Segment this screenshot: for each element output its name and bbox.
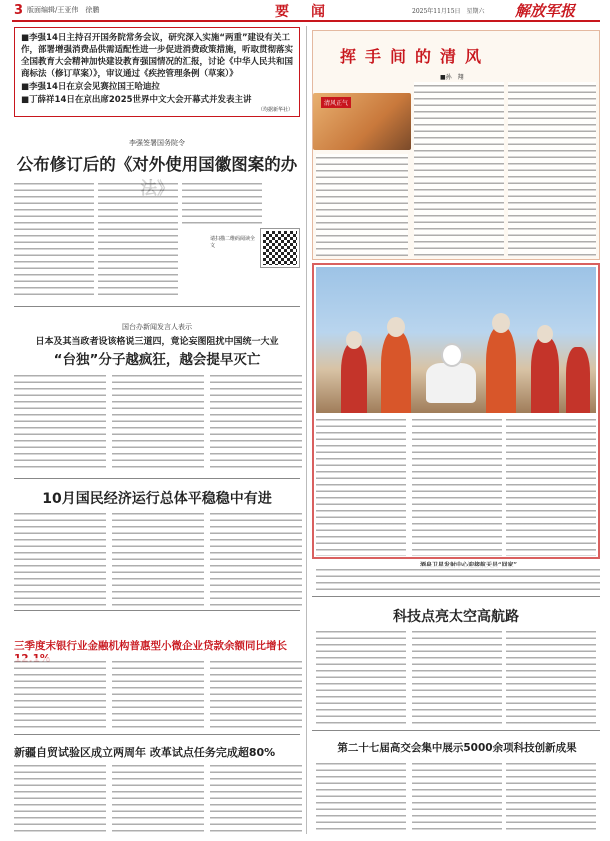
separator: [312, 730, 600, 731]
column-divider: [306, 26, 307, 834]
qr-code-icon: [263, 231, 297, 265]
feature-illustration: [313, 93, 411, 150]
page-header-left: [14, 3, 99, 18]
feature-body-col1: [316, 154, 408, 256]
page-number: 3: [14, 3, 24, 18]
article3-body-col2: [112, 510, 204, 606]
article5-body-col1: [14, 762, 106, 834]
astronaut-photo[interactable]: [316, 267, 596, 413]
article6-body-col1: [316, 628, 406, 726]
news-item: ■丁薛祥14日在京出席2025世界中文大会开幕式并发表主讲: [21, 95, 252, 105]
news-brief-box: [14, 27, 300, 117]
section-title: 要 闻: [275, 4, 329, 20]
article1-title[interactable]: 公布修订后的《对外使用国徽图案的办: [16, 155, 298, 174]
article1-body-col2: [98, 180, 178, 300]
feature-body-col2: [414, 82, 504, 256]
article4-title[interactable]: 三季度末银行业金融机构普惠型小微企业贷款余额同比增长: [14, 640, 287, 652]
separator: [14, 734, 300, 735]
article2-body-col2: [112, 372, 204, 472]
news-source: （均据新华社）: [257, 107, 293, 113]
article5-body-col3: [210, 762, 302, 834]
photo-story-col3: [506, 416, 596, 556]
article7-body-col2: [412, 760, 502, 834]
photo-tag: 清风正气: [321, 97, 351, 108]
qr-caption: 请扫描二维码阅读全文: [210, 236, 256, 249]
issue-date: 2025年11月15日 星期六: [412, 8, 485, 15]
news-item: ■李强14日主持召开国务院常务会议，研究深入实施“两重”建设有关工作，部署增强消费品供需适配性进一步促进消费政策措施，听取贯彻落实全国教育大会精神加快建设教育强国情况的汇报，讨论《中华人民共和国商标法（修订草案）》，审议通过《疾控管理条例（草案）》: [21, 33, 294, 79]
article3-title[interactable]: 10月国民经济运行总体平稳稳中有进: [42, 491, 272, 507]
article2-title-line1[interactable]: 日本及其当政者设该格说三道四，竟论妄图阻扰中国统一大业: [35, 337, 279, 347]
article3-body-col1: [14, 510, 106, 606]
article2-body-col3: [210, 372, 302, 472]
article4-body-col2: [112, 658, 204, 728]
article7-title[interactable]: 第二十七届高交会集中展示5000余项科技创新成果: [337, 742, 577, 754]
article5-body-col2: [112, 762, 204, 834]
news-item: ■李强14日在京会见赛拉国王哈迪拉: [21, 82, 160, 92]
article7-body-col1: [316, 760, 406, 834]
article2-kicker: 国台办新闻发言人表示: [122, 323, 192, 331]
article1-body-col3: [182, 180, 262, 225]
article1-body-col1: [14, 180, 94, 300]
article3-body-col3: [210, 510, 302, 606]
photo-story-col2: [412, 416, 502, 556]
editors: 版面编辑/王亚伟 徐鹏: [27, 6, 100, 14]
qr-code-box[interactable]: [260, 228, 300, 268]
article6-title[interactable]: 科技点亮太空高航路: [393, 609, 519, 625]
article5-title[interactable]: 新疆自贸试验区成立两周年 改革试点任务完成超80%: [14, 746, 276, 759]
separator: [14, 306, 300, 307]
article7-body-col3: [506, 760, 596, 834]
feature-title[interactable]: 挥手间的清风: [340, 47, 491, 66]
feature-continued: [316, 566, 600, 590]
article2-title-line2[interactable]: “台独”分子越疯狂，越会提早灭亡: [53, 352, 261, 368]
article6-body-col2: [412, 628, 502, 726]
header-rule: [12, 20, 600, 22]
article4-body-col3: [210, 658, 302, 728]
separator: [14, 478, 300, 479]
article6-body-col3: [506, 628, 596, 726]
photo-story-col1: [316, 416, 406, 556]
feature-author: ■孙 翔: [440, 74, 464, 81]
article2-body-col1: [14, 372, 106, 472]
feature-body-col3: [508, 82, 596, 256]
separator: [14, 610, 300, 611]
article1-kicker: 李强签署国务院令: [129, 139, 185, 147]
newspaper-logo: 解放军报: [515, 2, 576, 20]
article4-body-col1: [14, 658, 106, 728]
separator: [312, 596, 600, 597]
